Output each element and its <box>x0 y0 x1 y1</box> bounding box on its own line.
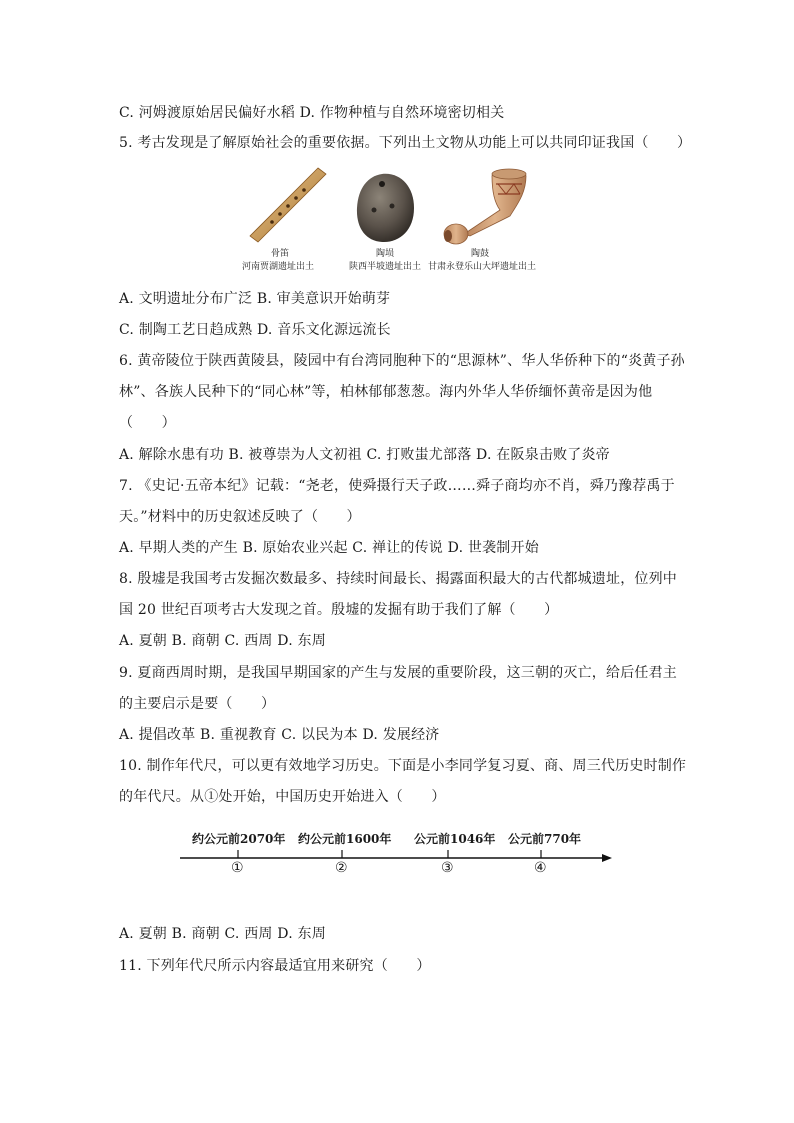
q6-options: A. 解除水患有功 B. 被尊崇为人文初祖 C. 打败蚩尤部落 D. 在阪泉击败了炎帝 <box>119 447 610 463</box>
bone-flute-origin: 河南贾湖遗址出土 <box>241 262 314 272</box>
timeline-mark-2: ② <box>335 860 348 876</box>
q7-stem-line1: 7. 《史记·五帝本纪》记载：“尧老，使舜摄行天子政……舜子商均亦不肖，舜乃豫荐禹于 <box>119 478 675 494</box>
pottery-xun-origin: 陕西半坡遗址出土 <box>348 262 421 272</box>
q5-options-cd: C. 制陶工艺日趋成熟 D. 音乐文化源远流长 <box>119 322 391 338</box>
q10-options: A. 夏朝 B. 商朝 C. 西周 D. 东周 <box>119 926 326 942</box>
timeline-label-2: 约公元前1600年 <box>298 832 392 846</box>
q9-options: A. 提倡改革 B. 重视教育 C. 以民为本 D. 发展经济 <box>119 727 440 743</box>
q6-stem-line3: （ ） <box>119 415 176 431</box>
timeline-label-1: 约公元前2070年 <box>192 832 286 846</box>
pottery-xun-name: 陶埙 <box>375 249 394 259</box>
timeline-label-4: 公元前770年 <box>508 832 582 846</box>
q7-stem-line2: 天。”材料中的历史叙述反映了（ ） <box>119 509 361 525</box>
pottery-drum-image <box>436 164 528 248</box>
q9-stem-line2: 的主要启示是要（ ） <box>119 696 276 712</box>
q10-stem-line2: 的年代尺。从①处开始，中国历史开始进入（ ） <box>119 789 446 805</box>
pottery-drum-name: 陶鼓 <box>470 249 489 259</box>
q8-options: A. 夏朝 B. 商朝 C. 西周 D. 东周 <box>119 633 326 649</box>
q4-options-cd: C. 河姆渡原始居民偏好水稻 D. 作物种植与自然环境密切相关 <box>119 105 505 121</box>
q9-stem-line1: 9. 夏商西周时期，是我国早期国家的产生与发展的重要阶段，这三朝的灭亡，给后任君主 <box>119 665 678 681</box>
q10-stem-line1: 10. 制作年代尺，可以更有效地学习历史。下面是小李同学复习夏、商、周三代历史时制作 <box>119 758 687 774</box>
bone-flute-image <box>240 162 330 252</box>
q11-stem: 11. 下列年代尺所示内容最适宜用来研究（ ） <box>119 958 431 974</box>
q6-stem-line1: 6. 黄帝陵位于陕西黄陵县，陵园中有台湾同胞种下的“思源林”、华人华侨种下的“炎黄子孙 <box>119 353 685 369</box>
q5-artifact-figure <box>228 160 558 278</box>
q5-stem: 5. 考古发现是了解原始社会的重要依据。下列出土文物从功能上可以共同印证我国（ ） <box>119 135 692 151</box>
pottery-drum-origin: 甘肃永登乐山大坪遗址出土 <box>427 262 536 272</box>
timeline-axis <box>178 846 618 866</box>
timeline-mark-1: ① <box>231 860 244 876</box>
bone-flute-name: 骨笛 <box>270 249 289 259</box>
timeline-figure <box>178 830 618 890</box>
q5-options-ab: A. 文明遗址分布广泛 B. 审美意识开始萌芽 <box>119 291 391 307</box>
q8-stem-line2: 国 20 世纪百项考古大发现之首。殷墟的发掘有助于我们了解（ ） <box>119 602 559 618</box>
pottery-xun-image <box>352 170 418 246</box>
q7-options: A. 早期人类的产生 B. 原始农业兴起 C. 禅让的传说 D. 世袭制开始 <box>119 540 539 556</box>
timeline-label-3: 公元前1046年 <box>414 832 496 846</box>
q8-stem-line1: 8. 殷墟是我国考古发掘次数最多、持续时间最长、揭露面积最大的古代都城遗址，位列中 <box>119 571 678 587</box>
timeline-mark-4: ④ <box>534 860 547 876</box>
timeline-mark-3: ③ <box>441 860 454 876</box>
q6-stem-line2: 林”、各族人民种下的“同心林”等，柏林郁郁葱葱。海内外华人华侨缅怀黄帝是因为他 <box>119 384 653 400</box>
